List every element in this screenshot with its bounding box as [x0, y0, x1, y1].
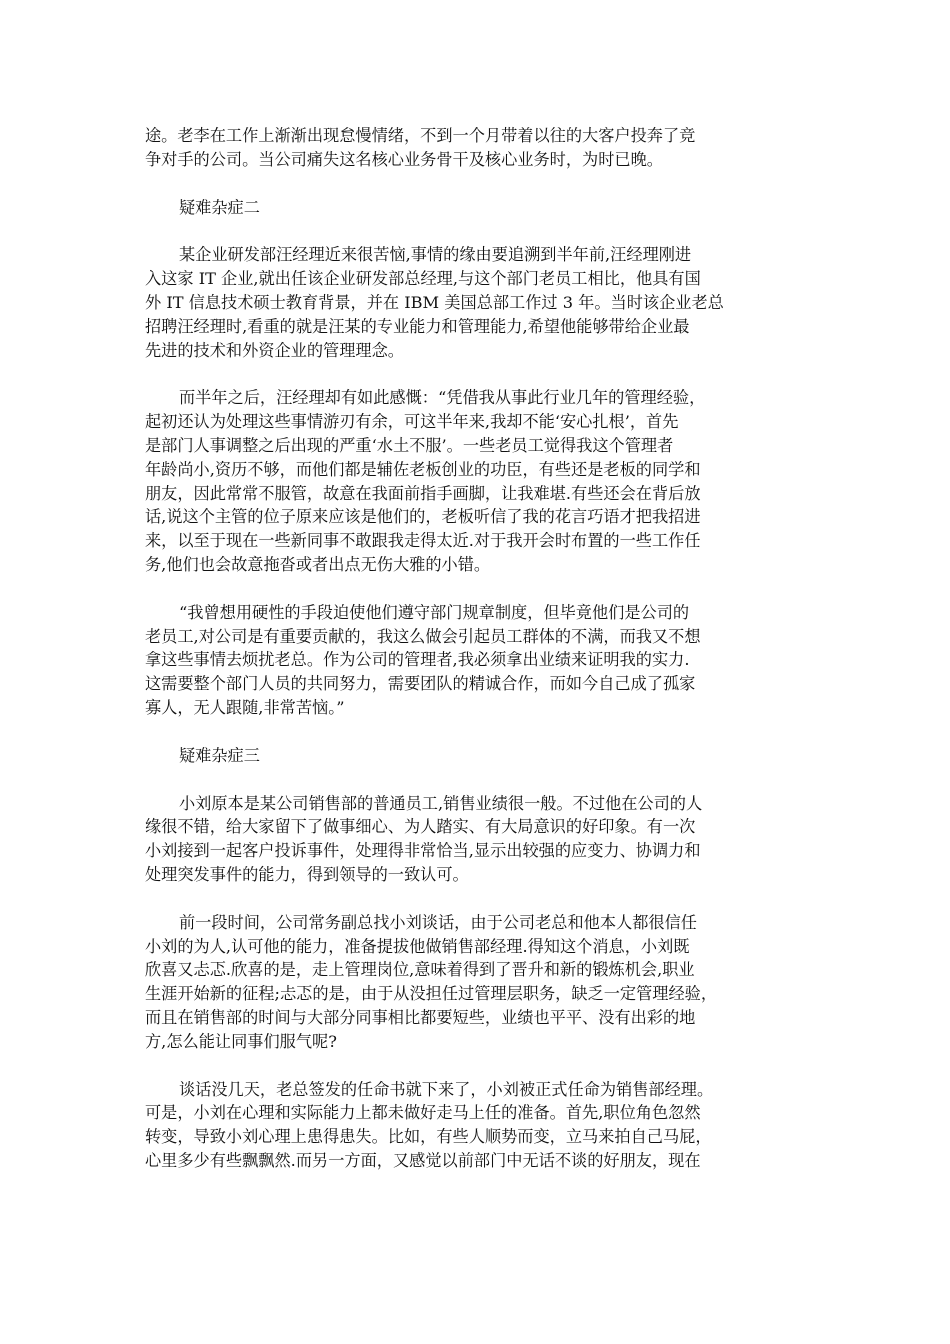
text-line: 心里多少有些飘飘然.而另一方面，又感觉以前部门中无话不谈的好朋友，现在	[145, 1150, 701, 1170]
text-line: 小刘原本是某公司销售部的普通员工,销售业绩很一般。不过他在公司的人	[179, 793, 703, 813]
text-line: 小刘的为人,认可他的能力，准备提拔他做销售部经理.得知这个消息，小刘既	[145, 936, 690, 956]
text-line: 缘很不错，给大家留下了做事细心、为人踏实、有大局意识的好印象。有一次	[145, 817, 696, 837]
text-line: 某企业研发部汪经理近来很苦恼,事情的缘由要追溯到半年前,汪经理刚进	[179, 245, 692, 265]
text-line: 转变，导致小刘心理上患得患失。比如，有些人顺势而变，立马来拍自己马屁，	[145, 1127, 712, 1147]
text-line: 老员工,对公司是有重要贡献的，我这么做会引起员工群体的不满，而我又不想	[145, 626, 701, 646]
text-line: 谈话没几天，老总签发的任命书就下来了，小刘被正式任命为销售部经理。	[179, 1079, 714, 1099]
section-heading-2: 疑难杂症二	[179, 197, 260, 217]
text-line: 处理突发事件的能力，得到领导的一致认可。	[145, 864, 469, 884]
paragraph-liu-intro	[145, 792, 813, 887]
text-line: 拿这些事情去烦扰老总。作为公司的管理者,我必须拿出业绩来证明我的实力.	[145, 650, 690, 670]
text-line: 小刘接到一起客户投诉事件，处理得非常恰当,显示出较强的应变力、协调力和	[145, 841, 701, 861]
text-line: 话,说这个主管的位子原来应该是他们的，老板听信了我的花言巧语才把我招进	[145, 507, 701, 527]
text-line: 欣喜又忐忑.欣喜的是，走上管理岗位,意味着得到了晋升和新的锻炼机会,职业	[145, 960, 695, 980]
text-line: 争对手的公司。当公司痛失这名核心业务骨干及核心业务时，为时已晚。	[145, 149, 663, 169]
text-line: 而半年之后，汪经理却有如此感慨：“凭借我从事此行业几年的管理经验，	[179, 388, 706, 408]
text-line: 年龄尚小,资历不够，而他们都是辅佐老板创业的功臣，有些还是老板的同学和	[145, 459, 701, 479]
paragraph-wang-quote-cont	[145, 601, 813, 720]
text-line: 方,怎么能让同事们服气呢?	[145, 1031, 337, 1051]
text-line: 可是，小刘在心理和实际能力上都未做好走马上任的准备。首先,职位角色忽然	[145, 1103, 701, 1123]
text-line: 入这家 IT 企业,就出任该企业研发部总经理,与这个部门老员工相比，他具有国	[145, 269, 701, 289]
text-line: 是部门人事调整之后出现的严重‘水土不服’。一些老员工觉得我这个管理者	[145, 435, 674, 455]
section-heading-3: 疑难杂症三	[179, 745, 260, 765]
text-line: 前一段时间，公司常务副总找小刘谈话，由于公司老总和他本人都很信任	[179, 912, 697, 932]
text-line: 起初还认为处理这些事情游刃有余，可这半年来,我却不能‘安心扎根’，首先	[145, 412, 679, 432]
text-line: 寡人，无人跟随,非常苦恼。”	[145, 697, 345, 717]
text-line: 途。老李在工作上渐渐出现怠慢情绪，不到一个月带着以往的大客户投奔了竞	[145, 126, 696, 145]
text-line: “我曾想用硬性的手段迫使他们遵守部门规章制度，但毕竟他们是公司的	[179, 602, 690, 622]
paragraph-wang-intro	[145, 243, 813, 362]
text-line: 来，以至于现在一些新同事不敢跟我走得太近.对于我开会时布置的一些工作任	[145, 531, 701, 551]
text-line: 朋友，因此常常不服管，故意在我面前指手画脚，让我难堪.有些还会在背后放	[145, 483, 701, 503]
text-line: 这需要整个部门人员的共同努力，需要团队的精诚合作，而如今自己成了孤家	[145, 674, 696, 694]
text-line: 而且在销售部的时间与大部分同事相比都要短些，业绩也平平、没有出彩的地	[145, 1007, 696, 1027]
paragraph-liu-appointment	[145, 1078, 813, 1173]
text-line: 招聘汪经理时,看重的就是汪某的专业能力和管理能力,希望他能够带给企业最	[145, 316, 690, 336]
document-page	[145, 124, 813, 1197]
text-line: 务,他们也会故意拖沓或者出点无伤大雅的小错。	[145, 554, 491, 574]
text-line: 生涯开始新的征程;忐忑的是，由于从没担任过管理层职务，缺乏一定管理经验，	[145, 984, 718, 1004]
text-line: 外 IT 信息技术硕士教育背景，并在 IBM 美国总部工作过 3 年。当时该企业老总	[145, 292, 724, 312]
paragraph-wang-quote	[145, 386, 813, 576]
text-line: 先进的技术和外资企业的管理理念。	[145, 340, 404, 360]
paragraph-liu-promotion	[145, 911, 813, 1054]
paragraph-continuation	[145, 124, 813, 172]
